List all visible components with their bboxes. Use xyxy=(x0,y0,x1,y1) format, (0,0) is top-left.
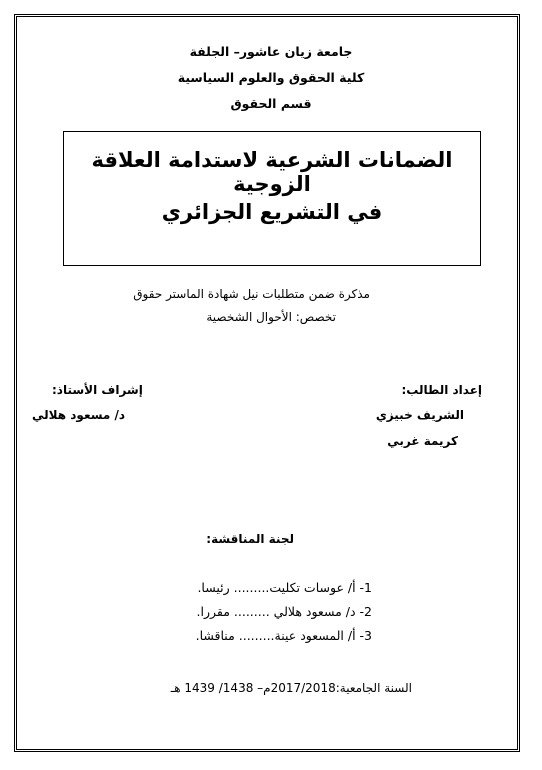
student-name-2: كريمة غربي xyxy=(387,434,458,448)
committee-member-2: 2- د/ مسعود هلالي ......... مقررا. xyxy=(196,604,372,619)
faculty-name: كلية الحقوق والعلوم السياسية xyxy=(177,70,365,85)
student-name-1: الشريف خبيزي xyxy=(375,408,464,422)
title-line-2: في التشريع الجزائري xyxy=(161,200,383,224)
committee-heading: لجنة المناقشة: xyxy=(206,532,294,546)
title-box xyxy=(63,131,481,266)
supervisor-name: د/ مسعود هلالي xyxy=(32,408,126,422)
title-line-1: الضمانات الشرعية لاستدامة العلاقة الزوجية xyxy=(91,148,453,196)
memo-specialization: تخصص: الأحوال الشخصية xyxy=(206,310,336,324)
supervisor-label: إشراف الأستاذ: xyxy=(52,383,143,397)
committee-member-3: 3- أ/ المسعود عينة......... مناقشا. xyxy=(195,628,372,643)
students-label: إعداد الطالب: xyxy=(401,383,482,397)
university-name: جامعة زيان عاشور– الجلفة xyxy=(189,44,353,59)
committee-member-1: 1- أ/ عوسات تكليت......... رئيسا. xyxy=(197,580,372,595)
department-name: قسم الحقوق xyxy=(230,96,312,111)
academic-year: السنة الجامعية:2017/2018م– 1438/ 1439 هـ xyxy=(170,681,412,695)
memo-line-1: مذكرة ضمن متطلبات نيل شهادة الماستر حقوق xyxy=(133,287,370,301)
